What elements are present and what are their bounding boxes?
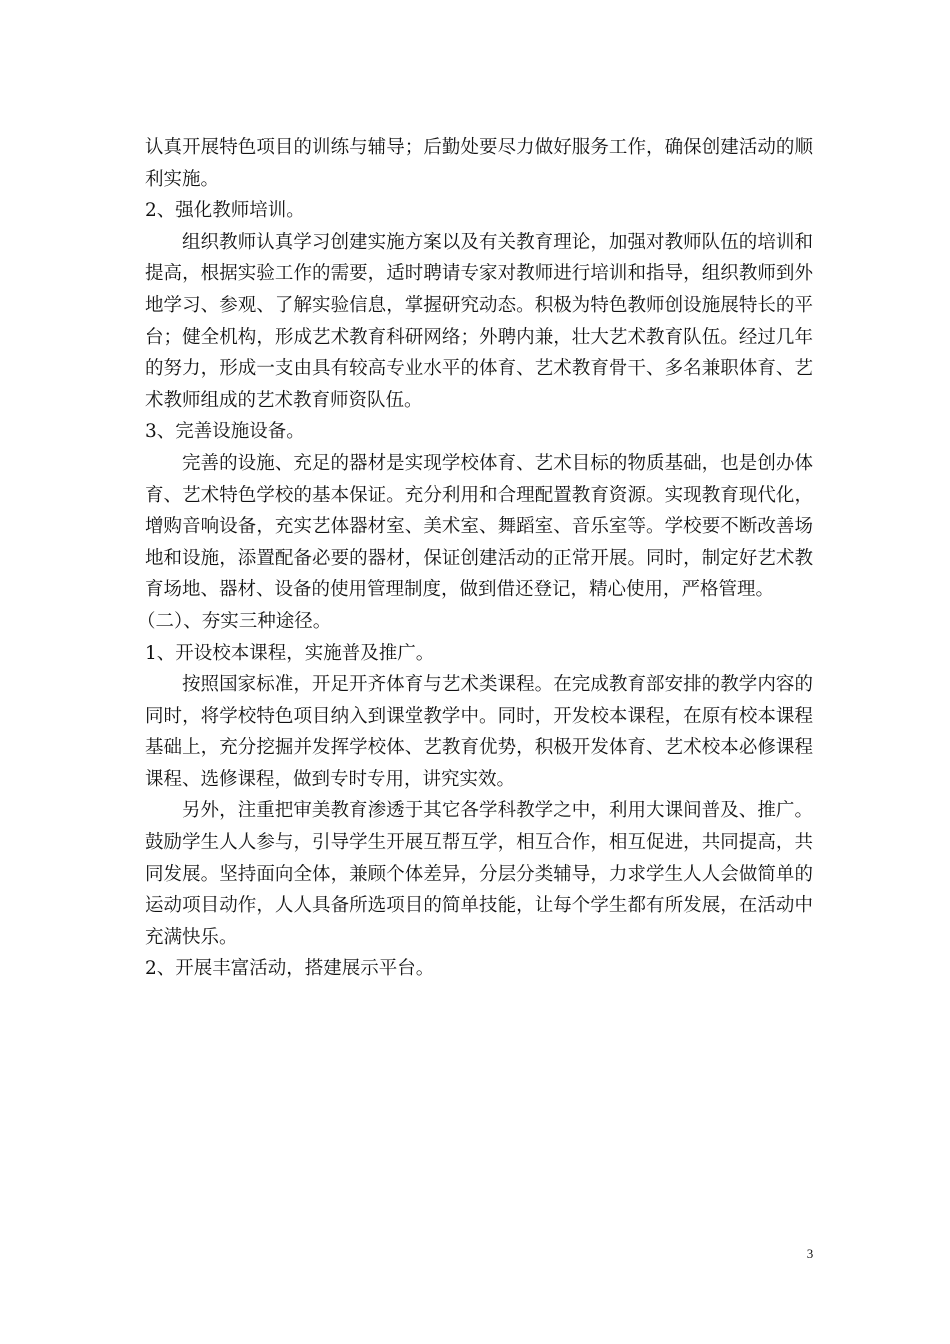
page-number: 3 xyxy=(806,1246,814,1261)
section-heading-facilities: 3、完善设施设备。 xyxy=(145,421,305,443)
paragraph-teacher-training: 组织教师认真学习创建实施方案以及有关教育理论，加强对教师队伍的培训和提高，根据实验工作的需要，适时聘请专家对教师进行培训和指导，组织教师到外地学习、参观、了解实验信息，掌握研究动态。积极为特色教师创设施展特长的平台；健全机构，形成艺术教育科研网络；外聘内兼，壮大艺术教育队伍。经过几年的努力，形成一支由具有较高专业水平的体育、艺术教育骨干、多名兼职体育、艺术教师组成的艺术教育师资队伍。 xyxy=(145,231,813,411)
section-heading-teacher-training: 2、强化教师培训。 xyxy=(145,200,305,222)
paragraph-continuation: 认真开展特色项目的训练与辅导；后勤处要尽力做好服务工作，确保创建活动的顺利实施。 xyxy=(145,137,813,190)
section-heading-three-approaches: （二）、夯实三种途径。 xyxy=(137,610,332,632)
section-heading-activities: 2、开展丰富活动，搭建展示平台。 xyxy=(145,958,435,980)
paragraph-aesthetic-education: 另外，注重把审美教育渗透于其它各学科教学之中，利用大课间普及、推广。鼓励学生人人参与，引导学生开展互帮互学，相互合作，相互促进，共同提高，共同发展。坚持面向全体，兼顾个体差异，分层分类辅导，力求学生人人会做简单的运动项目动作，人人具备所选项目的简单技能，让每个学生都有所发展，在活动中充满快乐。 xyxy=(145,800,813,948)
paragraph-facilities: 完善的设施、充足的器材是实现学校体育、艺术目标的物质基础，也是创办体育、艺术特色学校的基本保证。充分利用和合理配置教育资源。实现教育现代化，增购音响设备，充实艺体器材室、美术室、舞蹈室、音乐室等。学校要不断改善场地和设施，添置配备必要的器材，保证创建活动的正常开展。同时，制定好艺术教育场地、器材、设备的使用管理制度，做到借还登记，精心使用，严格管理。 xyxy=(145,452,813,601)
paragraph-school-courses: 按照国家标准，开足开齐体育与艺术类课程。在完成教育部安排的教学内容的同时，将学校特色项目纳入到课堂教学中。同时，开发校本课程，在原有校本课程基础上，充分挖掘并发挥学校体、艺教育优势，积极开发体育、艺术校本必修课程课程、选修课程，做到专时专用，讲究实效。 xyxy=(145,674,813,790)
document-body xyxy=(137,132,813,985)
section-heading-school-courses: 1、开设校本课程，实施普及推广。 xyxy=(145,642,435,664)
